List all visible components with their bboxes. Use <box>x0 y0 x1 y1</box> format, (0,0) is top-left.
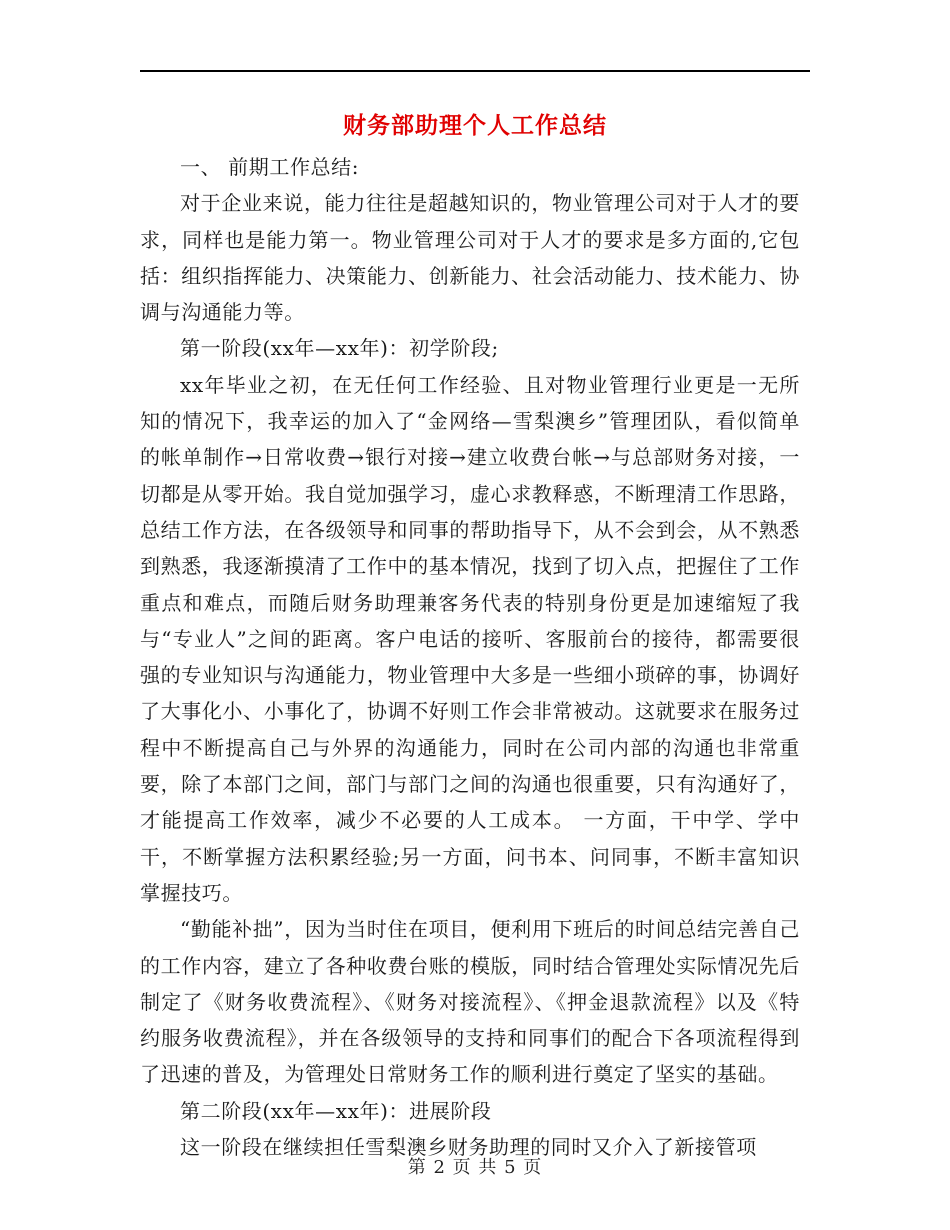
body-paragraph: “勤能补拙”，因为当时住在项目，便利用下班后的时间总结完善自己的工作内容，建立了各种收费台账的模版，同时结合管理处实际情况先后制定了《财务收费流程》、《财务对接流程》、《押金退款流程》以及《特约服务收费流程》，并在各级领导的支持和同事们的配合下各项流程得到了迅速的普及，为管理处日常财务工作的顺利进行奠定了坚实的基础。 <box>140 917 800 1087</box>
section-heading: 一、 前期工作总结: <box>180 155 360 179</box>
document-title: 财务部助理个人工作总结 <box>343 113 607 139</box>
header-rule <box>140 70 810 72</box>
body-paragraph: 对于企业来说，能力往往是超越知识的，物业管理公司对于人才的要求，同样也是能力第一。物业管理公司对于人才的要求是多方面的,它包括：组织指挥能力、决策能力、创新能力、社会活动能力、技术能力、协调与沟通能力等。 <box>140 191 800 325</box>
body-paragraph: xx年毕业之初，在无任何工作经验、且对物业管理行业更是一无所知的情况下，我幸运的加入了“金网络—雪梨澳乡”管理团队，看似简单的帐单制作→日常收费→银行对接→建立收费台帐→与总部财务对接，一切都是从零开始。我自觉加强学习，虚心求教释惑，不断理清工作思路，总结工作方法，在各级领导和同事的帮助指导下，从不会到会，从不熟悉到熟悉，我逐渐摸清了工作中的基本情况，找到了切入点，把握住了工作重点和难点，而随后财务助理兼客务代表的特别身份更是加速缩短了我与“专业人”之间的距离。客户电话的接听、客服前台的接待，都需要很强的专业知识与沟通能力，物业管理中大多是一些细小琐碎的事，协调好了大事化小、小事化了，协调不好则工作会非常被动。这就要求在服务过程中不断提高自己与外界的沟通能力，同时在公司内部的沟通也非常重要，除了本部门之间，部门与部门之间的沟通也很重要，只有沟通好了，才能提高工作效率，减少不必要的人工成本。 一方面，干中学、学中干，不断掌握方法积累经验;另一方面，问书本、问同事，不断丰富知识掌握技巧。 <box>140 372 800 905</box>
stage-heading: 第一阶段(xx年—xx年)：初学阶段; <box>180 336 499 361</box>
stage-heading: 第二阶段(xx年—xx年)：进展阶段 <box>180 1098 492 1123</box>
body-paragraph: 这一阶段在继续担任雪梨澳乡财务助理的同时又介入了新接管项 <box>180 1135 757 1160</box>
document-body <box>140 149 800 1165</box>
page-footer: 第 2 页 共 5 页 <box>407 1157 543 1178</box>
